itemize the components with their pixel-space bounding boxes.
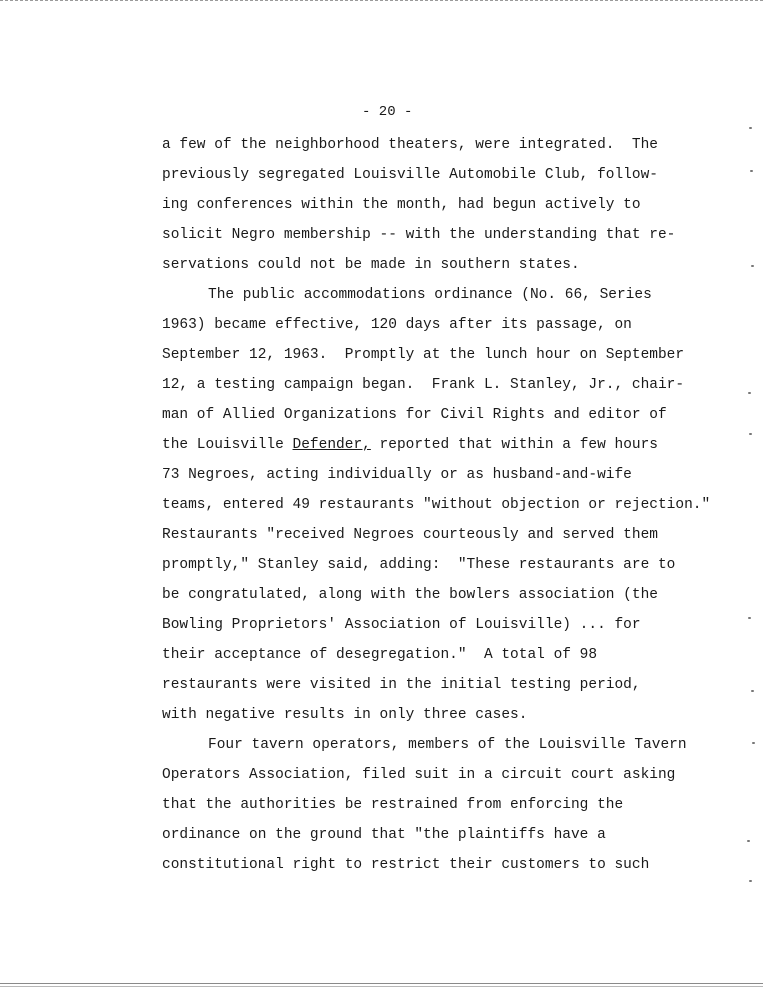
text-line: constitutional right to restrict their customers to such [162,857,650,873]
text-line: 73 Negroes, acting individually or as husband-and-wife [162,467,632,483]
top-dashed-border [0,0,763,1]
body-text [162,134,752,884]
underlined-title: Defender, [292,437,371,453]
margin-mark [752,742,755,744]
text-line: 12, a testing campaign began. Frank L. Stanley, Jr., chair- [162,377,685,393]
page-number: - 20 - [362,104,413,120]
text-line: previously segregated Louisville Automobile Club, follow- [162,167,658,183]
text-line: The public accommodations ordinance (No. 66, Series [208,287,652,303]
text-line: restaurants were visited in the initial testing period, [162,677,641,693]
text-line: teams, entered 49 restaurants "without objection or rejection." [162,497,711,513]
bottom-border [0,983,763,984]
margin-mark [747,840,750,842]
margin-mark [748,617,751,619]
text-line: with negative results in only three cases. [162,707,528,723]
text-line: ordinance on the ground that "the plaintiffs have a [162,827,606,843]
margin-mark [749,880,752,882]
text-line: servations could not be made in southern states. [162,257,580,273]
text-line: that the authorities be restrained from enforcing the [162,797,624,813]
text-line: Bowling Proprietors' Association of Louisville) ... for [162,617,641,633]
text-line: 1963) became effective, 120 days after its passage, on [162,317,632,333]
text-line: Operators Association, filed suit in a circuit court asking [162,767,676,783]
text-line: ing conferences within the month, had begun actively to [162,197,641,213]
text-line: be congratulated, along with the bowlers association (the [162,587,658,603]
text-line: September 12, 1963. Promptly at the lunch hour on September [162,347,685,363]
text-line: promptly," Stanley said, adding: "These restaurants are to [162,557,676,573]
margin-mark [751,265,754,267]
text-line: the Louisville Defender, reported that within a few hours [162,437,659,453]
margin-mark [749,127,752,129]
text-line: Four tavern operators, members of the Louisville Tavern [208,737,687,753]
margin-mark [751,690,754,692]
margin-mark [749,433,752,435]
text-line: man of Allied Organizations for Civil Rights and editor of [162,407,667,423]
text-line: Restaurants "received Negroes courteously and served them [162,527,658,543]
margin-mark [750,170,753,172]
text-line: solicit Negro membership -- with the understanding that re- [162,227,676,243]
text-line: their acceptance of desegregation." A total of 98 [162,647,598,663]
margin-mark [748,392,751,394]
text-line: a few of the neighborhood theaters, were integrated. The [162,137,658,153]
